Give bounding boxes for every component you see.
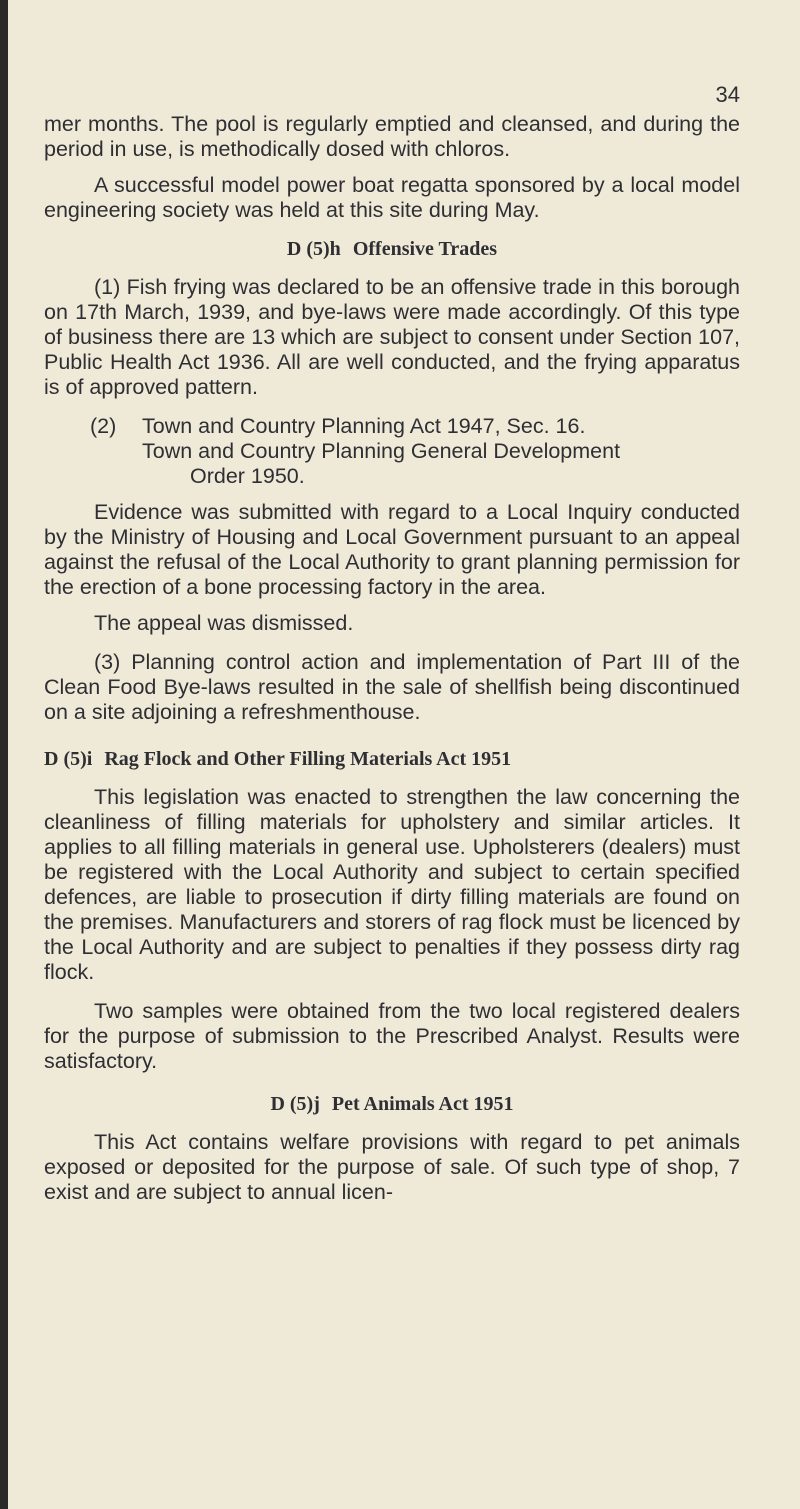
paragraph-local-inquiry: Evidence was submitted with regard to a Local Inquiry conducted by the Ministry of Housing and Local Government pursuant to an appeal against the refusal of the Local Authority to grant planning permission for the erection of a bone processing factory in the area. [44, 500, 740, 599]
item-planning-act [44, 414, 740, 489]
page-number: 34 [715, 82, 740, 107]
paragraph-pet-animals: This Act contains welfare provisions with regard to pet animals exposed or deposited for the purpose of sale. Of such type of shop, 7 exist and are subject to annual licen- [44, 1130, 740, 1204]
heading-rag-flock [44, 747, 740, 771]
paragraph-planning-control: (3) Planning control action and implementation of Part III of the Clean Food Bye-laws resulted in the sale of shellfish being discontinued on a site adjoining a refreshmenthouse. [44, 650, 740, 724]
scan-edge [0, 0, 8, 1509]
heading-title: Offensive Trades [352, 238, 498, 260]
paragraph-fish-frying: (1) Fish frying was declared to be an offensive trade in this borough on 17th March, 1939, and bye-laws were made accordingly. Of this type of business there are 13 which are subject to consent under Section 107, Public Health Act 1936. All are well conducted, and the frying apparatus is of approved pattern. [44, 275, 740, 399]
heading-code: D (5)h [286, 238, 341, 260]
page-content [44, 112, 740, 1205]
heading-title: Rag Flock and Other Filling Materials Act 1951 [104, 748, 512, 770]
item-line-2: Town and Country Planning General Development [142, 439, 621, 463]
paragraph-pool-maintenance: mer months. The pool is regularly emptied and cleansed, and during the period in use, is methodically dosed with chloros. [44, 112, 740, 161]
heading-code: D (5)i [44, 748, 93, 770]
paragraph-rag-flock-legislation: This legislation was enacted to strengthen the law concerning the cleanliness of filling materials for upholstery and similar articles. It applies to all filling materials in general use. Upholsterers (dealers) must be registered with the Local Authority and subject to certain specified defences, are liable to prosecution if dirty filling materials are found on the premises. Manufacturers and storers of rag flock must be licenced by the Local Authority and are subject to penalties if they possess dirty rag flock. [44, 785, 740, 984]
item-line-3: Order 1950. [190, 464, 305, 488]
paragraph-appeal-dismissed: The appeal was dismissed. [94, 611, 354, 635]
item-number: (2) [90, 414, 117, 438]
heading-pet-animals [44, 1092, 740, 1116]
paragraph-samples: Two samples were obtained from the two local registered dealers for the purpose of submission to the Prescribed Analyst. Results were satisfactory. [44, 999, 740, 1073]
paragraph-regatta: A successful model power boat regatta sponsored by a local model engineering society was held at this site during May. [44, 173, 740, 222]
heading-code: D (5)j [270, 1093, 320, 1115]
heading-title: Pet Animals Act 1951 [331, 1093, 514, 1115]
heading-offensive-trades [44, 237, 740, 261]
item-line-1: Town and Country Planning Act 1947, Sec. 16. [142, 414, 586, 438]
